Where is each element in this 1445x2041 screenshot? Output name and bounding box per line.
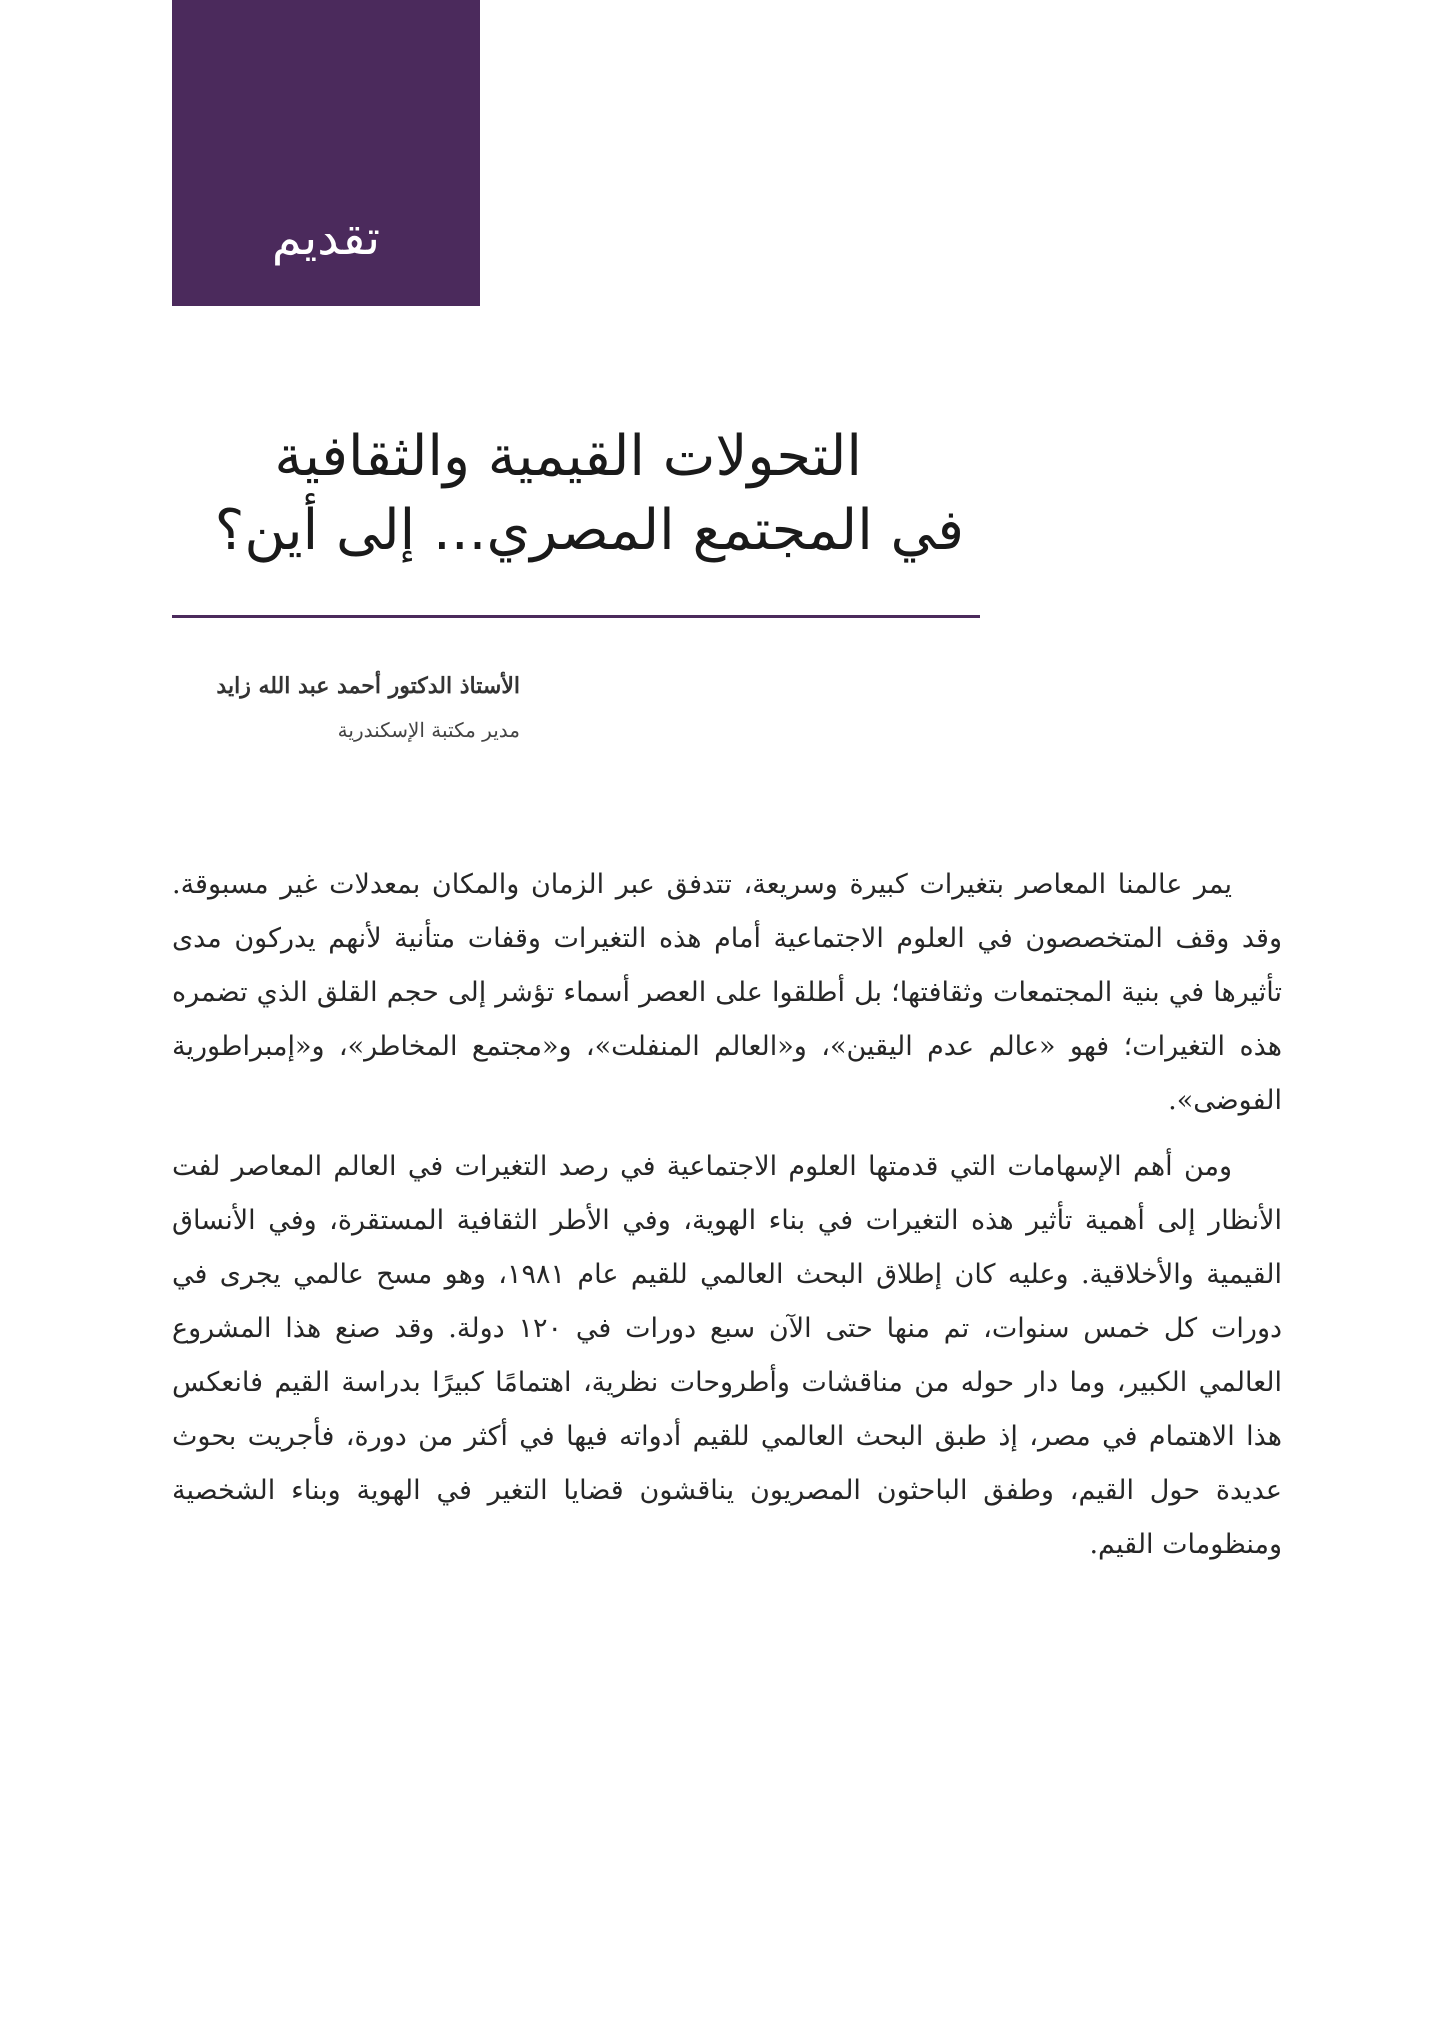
author-name: الأستاذ الدكتور أحمد عبد الله زايد xyxy=(216,673,520,699)
body-paragraph-1: يمر عالمنا المعاصر بتغيرات كبيرة وسريعة، تتدفق عبر الزمان والمكان بمعدلات غير مسبوقة. وقد وقف المتخصصون في العلوم الاجتماعية أمام هذه التغيرات وقفات متأنية لأنهم يدركون مدى تأثيرها في بنية المجتمعات وثقافتها؛ بل أطلقوا على العصر أسماء تؤشر إلى حجم القلق الذي تضمره هذه التغيرات؛ فهو «عالم عدم اليقين»، و«العالم المنفلت»، و«مجتمع المخاطر»، و«إمبراطورية الفوضى». xyxy=(172,869,1282,1116)
body-text xyxy=(172,858,1282,1584)
section-tab xyxy=(172,0,480,306)
section-label: تقديم xyxy=(271,210,381,266)
body-paragraph-2: ومن أهم الإسهامات التي قدمتها العلوم الاجتماعية في رصد التغيرات في العالم المعاصر لفت الأنظار إلى أهمية تأثير هذه التغيرات في بناء الهوية، وفي الأطر الثقافية المستقرة، وفي الأنساق القيمية والأخلاقية. وعليه كان إطلاق البحث العالمي للقيم عام ١٩٨١، وهو مسح عالمي يجرى في دورات كل خمس سنوات، تم منها حتى الآن سبع دورات في ١٢٠ دولة. وقد صنع هذا المشروع العالمي الكبير، وما دار حوله من مناقشات وأطروحات نظرية، اهتمامًا كبيرًا بدراسة القيم فانعكس هذا الاهتمام في مصر، إذ طبق البحث العالمي للقيم أدواته فيها في أكثر من دورة، فأجريت بحوث عديدة حول القيم، وطفق الباحثون المصريون يناقشون قضايا التغير في الهوية وبناء الشخصية ومنظومات القيم. xyxy=(172,1151,1283,1560)
title-line-1: التحولات القيمية والثقافية xyxy=(274,424,862,489)
title-line-2: في المجتمع المصري... إلى أين؟ xyxy=(214,498,964,563)
article-title xyxy=(172,420,972,568)
author-block xyxy=(172,668,520,748)
author-role: مدير مكتبة الإسكندرية xyxy=(337,718,520,742)
title-divider xyxy=(172,615,980,618)
